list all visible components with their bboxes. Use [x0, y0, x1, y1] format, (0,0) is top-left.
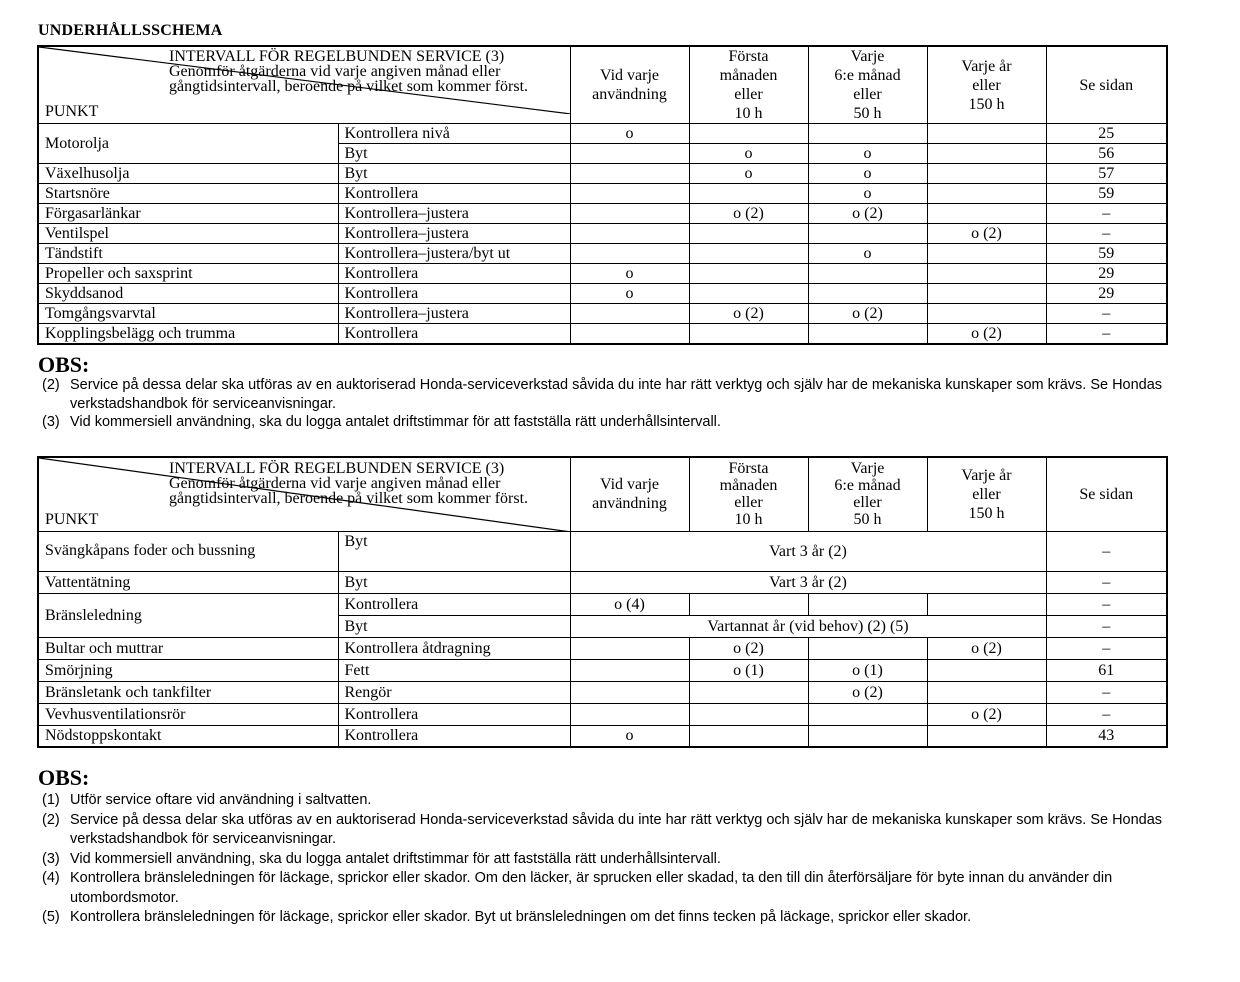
item-cell: Nödstoppskontakt [38, 725, 338, 747]
table-row [38, 659, 1167, 681]
col-header-each-use: Vid varje användning [570, 46, 689, 124]
page-ref-cell: 59 [1046, 184, 1167, 204]
page-ref-cell: 25 [1046, 124, 1167, 144]
interval-cell [808, 593, 927, 615]
item-cell: Propeller och saxsprint [38, 264, 338, 284]
service-line-2: Genomför åtgärderna vid varje angiven månad eller [169, 475, 501, 492]
table-row [38, 304, 1167, 324]
item-cell: Svängkåpans foder och bussning [38, 531, 338, 571]
col-header-every-6-months: Varje 6:e månad eller 50 h [808, 457, 927, 531]
note-number: (3) [42, 414, 60, 430]
interval-span-cell: Vartannat år (vid behov) (2) (5) [570, 615, 1046, 637]
table-header-row [38, 457, 1167, 531]
interval-cell [927, 681, 1046, 703]
interval-cell [689, 324, 808, 345]
service-line-3: gångtidsintervall, beroende på vilket som kommer först. [169, 78, 529, 95]
page-ref-cell: – [1046, 593, 1167, 615]
interval-cell [927, 659, 1046, 681]
note-text: Vid kommersiell användning, ska du logga antalet driftstimmar för att fastställa rätt underhållsintervall. [70, 850, 721, 867]
interval-cell [570, 184, 689, 204]
action-cell: Kontrollera [338, 284, 570, 304]
item-cell: Bränsletank och tankfilter [38, 681, 338, 703]
table-row [38, 531, 1167, 571]
table-header-row [38, 46, 1167, 124]
item-cell: Förgasarlänkar [38, 204, 338, 224]
interval-cell: o (2) [927, 324, 1046, 345]
interval-cell [927, 184, 1046, 204]
action-cell: Kontrollera [338, 725, 570, 747]
interval-cell [927, 144, 1046, 164]
service-line-2: Genomför åtgärderna vid varje angiven månad eller [169, 63, 501, 80]
page-ref-cell: – [1046, 571, 1167, 593]
interval-cell [570, 224, 689, 244]
action-cell: Kontrollera [338, 264, 570, 284]
col-header-every-year: Varje år eller 150 h [927, 46, 1046, 124]
interval-cell [808, 264, 927, 284]
note-item [42, 811, 1202, 850]
interval-cell [927, 304, 1046, 324]
interval-cell [808, 637, 927, 659]
punkt-label: PUNKT [45, 510, 99, 528]
item-cell: Bränsleledning [38, 593, 338, 637]
interval-cell [689, 124, 808, 144]
table-row [38, 571, 1167, 593]
item-cell: Skyddsanod [38, 284, 338, 304]
note-text: Service på dessa delar ska utföras av en auktoriserad Honda-serviceverkstad såvida du inte har rätt verktyg och själv har de mekaniska kunskaper som krävs. Se Hondas verkstadshandbok för serviceanvisningar. [70, 811, 1163, 847]
interval-cell [808, 703, 927, 725]
item-cell: Vattentätning [38, 571, 338, 593]
col-header-first-month: Första månaden eller 10 h [689, 46, 808, 124]
notes-list-2 [42, 791, 1202, 928]
col-header-see-page: Se sidan [1046, 457, 1167, 531]
interval-cell [927, 725, 1046, 747]
page-title: UNDERHÅLLSSCHEMA [38, 22, 223, 39]
action-cell: Byt [338, 531, 570, 571]
item-cell: Tändstift [38, 244, 338, 264]
table-row [38, 204, 1167, 224]
page-ref-cell: 61 [1046, 659, 1167, 681]
action-cell: Kontrollera–justera [338, 204, 570, 224]
interval-cell: o (2) [927, 637, 1046, 659]
table-row [38, 284, 1167, 304]
action-cell: Kontrollera nivå [338, 124, 570, 144]
service-interval-text [169, 49, 528, 94]
punkt-label: PUNKT [45, 103, 99, 120]
page-ref-cell: – [1046, 703, 1167, 725]
action-cell: Byt [338, 571, 570, 593]
header-service-cell [38, 46, 570, 124]
interval-cell: o [808, 244, 927, 264]
item-cell: Växelhusolja [38, 164, 338, 184]
item-cell: Startsnöre [38, 184, 338, 204]
interval-cell [927, 244, 1046, 264]
note-number: (3) [42, 850, 60, 867]
interval-cell [689, 184, 808, 204]
page-ref-cell: – [1046, 224, 1167, 244]
note-item [42, 908, 1202, 928]
item-cell: Motorolja [38, 124, 338, 164]
table-row [38, 124, 1167, 144]
note-text: Vid kommersiell användning, ska du logga antalet driftstimmar för att fastställa rätt underhållsintervall. [70, 414, 721, 430]
interval-cell: o (2) [689, 304, 808, 324]
col-header-every-year: Varje år eller 150 h [927, 457, 1046, 531]
page-ref-cell: – [1046, 304, 1167, 324]
interval-cell [570, 324, 689, 345]
interval-cell [689, 703, 808, 725]
page-ref-cell: 56 [1046, 144, 1167, 164]
table-row [38, 703, 1167, 725]
interval-span-cell: Vart 3 år (2) [570, 531, 1046, 571]
table-row [38, 324, 1167, 345]
interval-cell: o (2) [808, 304, 927, 324]
interval-cell: o (2) [808, 204, 927, 224]
table-row [38, 725, 1167, 747]
action-cell: Rengör [338, 681, 570, 703]
interval-cell [927, 204, 1046, 224]
note-item [42, 376, 1192, 413]
interval-cell [927, 124, 1046, 144]
interval-cell [689, 284, 808, 304]
page-ref-cell: 57 [1046, 164, 1167, 184]
interval-cell: o (2) [689, 637, 808, 659]
interval-cell: o [570, 264, 689, 284]
interval-cell [570, 659, 689, 681]
col-header-every-6-months: Varje 6:e månad eller 50 h [808, 46, 927, 124]
page-ref-cell: 29 [1046, 284, 1167, 304]
interval-cell: o [570, 124, 689, 144]
interval-cell: o [808, 144, 927, 164]
page-ref-cell: – [1046, 681, 1167, 703]
interval-cell [808, 324, 927, 345]
action-cell: Byt [338, 144, 570, 164]
note-item [42, 850, 1202, 870]
interval-cell [808, 224, 927, 244]
page-ref-cell: 29 [1046, 264, 1167, 284]
note-number: (1) [42, 792, 60, 808]
item-cell: Kopplingsbelägg och trumma [38, 324, 338, 345]
obs-heading-1: OBS: [38, 352, 90, 377]
page-ref-cell: 59 [1046, 244, 1167, 264]
interval-cell [927, 264, 1046, 284]
action-cell: Kontrollera [338, 324, 570, 345]
col-header-each-use: Vid varje användning [570, 457, 689, 531]
service-line-3: gångtidsintervall, beroende på vilket som kommer först. [169, 490, 529, 507]
interval-cell: o (4) [570, 593, 689, 615]
note-item [42, 413, 1192, 432]
interval-cell: o [570, 725, 689, 747]
page-ref-cell: – [1046, 531, 1167, 571]
note-item [42, 869, 1202, 908]
interval-cell: o (2) [927, 703, 1046, 725]
action-cell: Kontrollera [338, 703, 570, 725]
action-cell: Kontrollera [338, 593, 570, 615]
interval-cell: o (1) [689, 659, 808, 681]
action-cell: Kontrollera åtdragning [338, 637, 570, 659]
action-cell: Byt [338, 164, 570, 184]
interval-cell [927, 284, 1046, 304]
action-cell: Kontrollera–justera [338, 304, 570, 324]
col-header-see-page: Se sidan [1046, 46, 1167, 124]
item-cell: Bultar och muttrar [38, 637, 338, 659]
service-interval-text [169, 461, 528, 506]
interval-cell [689, 224, 808, 244]
interval-span-cell: Vart 3 år (2) [570, 571, 1046, 593]
service-line-1: INTERVALL FÖR REGELBUNDEN SERVICE (3) [169, 460, 505, 477]
action-cell: Kontrollera–justera [338, 224, 570, 244]
item-cell: Tomgångsvarvtal [38, 304, 338, 324]
interval-cell [689, 264, 808, 284]
page-ref-cell: – [1046, 324, 1167, 345]
interval-cell [570, 144, 689, 164]
interval-cell [689, 681, 808, 703]
table-row [38, 637, 1167, 659]
interval-cell [570, 164, 689, 184]
interval-cell [570, 304, 689, 324]
table-row [38, 681, 1167, 703]
action-cell: Kontrollera–justera/byt ut [338, 244, 570, 264]
action-cell: Kontrollera [338, 184, 570, 204]
table-row [38, 184, 1167, 204]
note-text: Kontrollera bränsleledningen för läckage, sprickor eller skador. Om den läcker, är sprucken eller skadad, ta den till din återförsäljare för byte innan du använder din utombordsmotor. [70, 870, 1113, 906]
interval-cell [570, 244, 689, 264]
maintenance-table-2 [37, 456, 1168, 748]
action-cell: Byt [338, 615, 570, 637]
interval-cell [927, 164, 1046, 184]
interval-cell: o (2) [808, 681, 927, 703]
page-ref-cell: – [1046, 637, 1167, 659]
obs-heading-2: OBS: [38, 765, 90, 790]
interval-cell: o (2) [689, 204, 808, 224]
interval-cell [570, 681, 689, 703]
interval-cell [689, 593, 808, 615]
interval-cell [570, 637, 689, 659]
item-cell: Smörjning [38, 659, 338, 681]
page-ref-cell: 43 [1046, 725, 1167, 747]
interval-cell [808, 284, 927, 304]
interval-cell: o (2) [927, 224, 1046, 244]
service-line-1: INTERVALL FÖR REGELBUNDEN SERVICE (3) [169, 48, 505, 65]
note-text: Kontrollera bränsleledningen för läckage, sprickor eller skador. Byt ut bränsleledningen om det finns tecken på läckage, sprickor eller skador. [70, 909, 972, 925]
table-row [38, 244, 1167, 264]
interval-cell: o [689, 144, 808, 164]
interval-cell [570, 204, 689, 224]
note-text: Utför service oftare vid användning i saltvatten. [70, 792, 372, 808]
note-number: (4) [42, 870, 60, 886]
interval-cell [808, 124, 927, 144]
page-ref-cell: – [1046, 615, 1167, 637]
table-row [38, 593, 1167, 615]
interval-cell [808, 725, 927, 747]
col-header-first-month: Första månaden eller 10 h [689, 457, 808, 531]
item-cell: Ventilspel [38, 224, 338, 244]
notes-list-1 [42, 376, 1192, 432]
note-number: (2) [42, 377, 60, 393]
interval-cell: o [689, 164, 808, 184]
note-number: (5) [42, 909, 60, 925]
action-cell: Fett [338, 659, 570, 681]
note-item [42, 791, 1202, 811]
table-row [38, 264, 1167, 284]
page-ref-cell: – [1046, 204, 1167, 224]
note-text: Service på dessa delar ska utföras av en auktoriserad Honda-serviceverkstad såvida du inte har rätt verktyg och själv har de mekaniska kunskaper som krävs. Se Hondas verkstadshandbok för serviceanvisningar. [70, 377, 1163, 412]
interval-cell [689, 244, 808, 264]
interval-cell [689, 725, 808, 747]
interval-cell: o (1) [808, 659, 927, 681]
note-number: (2) [42, 811, 60, 828]
maintenance-table-1 [37, 45, 1168, 345]
item-cell: Vevhusventilationsrör [38, 703, 338, 725]
header-service-cell [38, 457, 570, 531]
table-row [38, 224, 1167, 244]
table-row [38, 164, 1167, 184]
interval-cell: o [808, 164, 927, 184]
interval-cell: o [808, 184, 927, 204]
interval-cell [927, 593, 1046, 615]
interval-cell: o [570, 284, 689, 304]
interval-cell [570, 703, 689, 725]
